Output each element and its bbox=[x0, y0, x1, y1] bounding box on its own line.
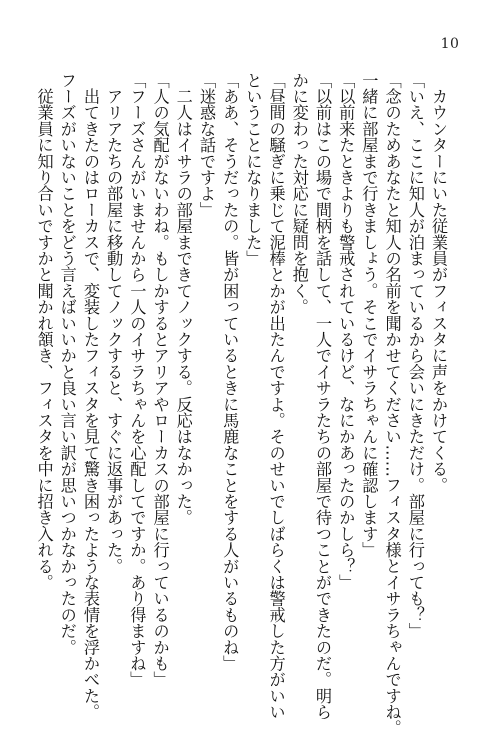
text-line: 「いえ、ここに知人が泊まっているから会いにきただけ。部屋に行っても？」 bbox=[405, 72, 425, 639]
text-line: かに変わった対応に疑問を抱く。 bbox=[289, 72, 309, 315]
text-line: フーズがいないことをどう言えばいいかと良い言い訳が思いつかなかったのだ。 bbox=[57, 72, 77, 656]
text-line: 「以前来たときよりも警戒されているけど、なにかあったのかしら？」 bbox=[336, 72, 356, 591]
text-line: 出てきたのはローカスで、変装したフィスタを見て驚き困ったような表情を浮かべた。 bbox=[80, 72, 100, 720]
text-line: カウンターにいた従業員がフィスタに声をかけてくる。 bbox=[429, 72, 448, 494]
text-line: 従業員に知り合いですかと聞かれ頷き、フィスタを中に招き入れる。 bbox=[34, 72, 54, 591]
text-line: 「昼間の騒ぎに乗じて泥棒とかが出たんですよ。そのせいでしばらくは警戒した方がいい bbox=[266, 72, 286, 720]
text-line: 二人はイサラの部屋まできてノックする。反応はなかった。 bbox=[173, 72, 193, 526]
text-line: ということになりました」 bbox=[243, 72, 263, 267]
text-line: 「フーズさんがいませんから一人のイサラちゃんを心配してですか。あり得ますね」 bbox=[127, 72, 147, 688]
text-line: 「ああ、そうだったの。皆が困っているときに馬鹿なことをする人がいるものね」 bbox=[220, 72, 240, 672]
text-line: 「人の気配がないわね。もしかするとアリアやローカスの部屋に行っているのかも」 bbox=[150, 72, 170, 688]
vertical-text-body bbox=[34, 72, 450, 736]
text-line: アリアたちの部屋に移動してノックすると、すぐに返事があった。 bbox=[104, 72, 124, 575]
text-line: 「迷惑な話ですよ」 bbox=[196, 72, 216, 218]
page-number: 10 bbox=[440, 36, 460, 52]
text-line: 「念のためあなたと知人の名前を聞かせてください……フィスタ様とイサラちゃんですね。 bbox=[382, 72, 402, 736]
text-line: 一緒に部屋まで行きましょう。そこでイサラちゃんに確認します」 bbox=[359, 72, 379, 558]
text-line: 「以前はこの場で間柄を話して、一人でイサラたちの部屋で待つことができたのだ。明ら bbox=[312, 72, 332, 720]
